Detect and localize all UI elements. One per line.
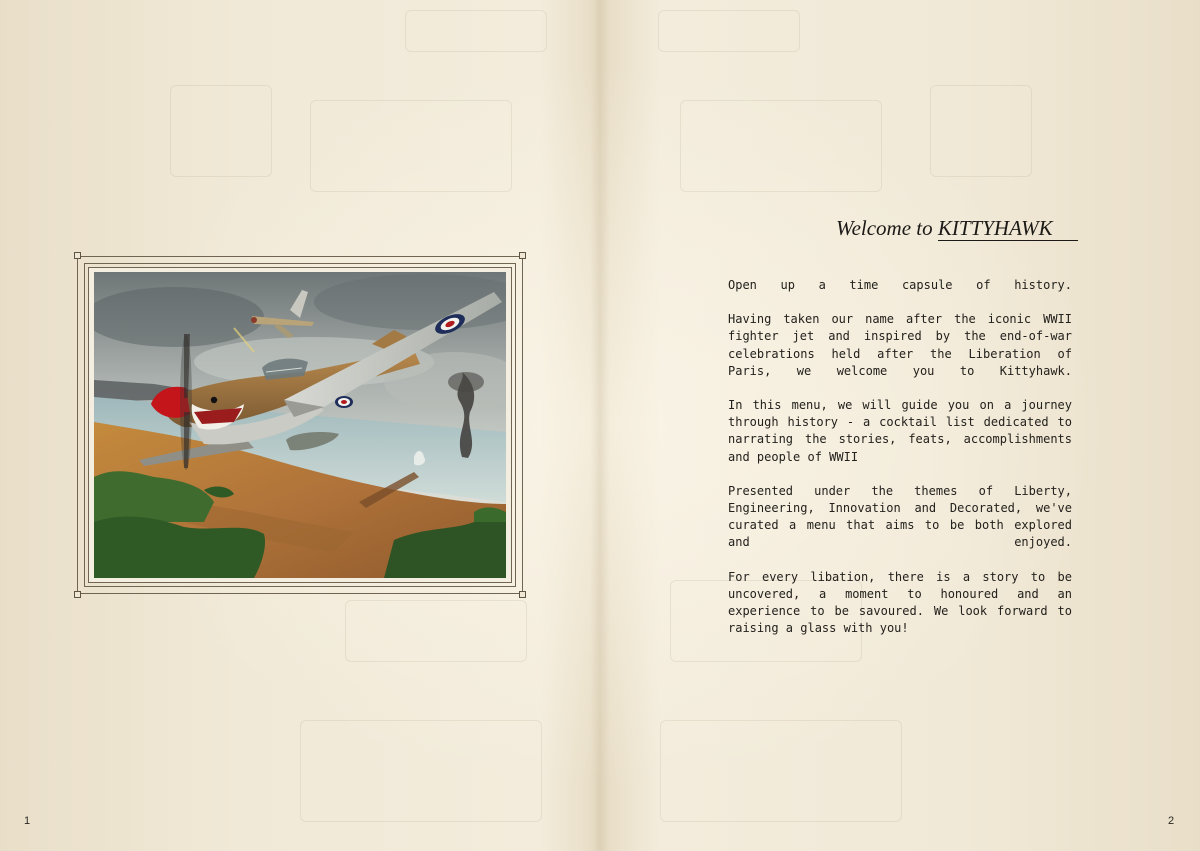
ghost-blueprint-box bbox=[170, 85, 272, 177]
intro-paragraph: For every libation, there is a story to be uncovered, a moment to honoured and an experience to be savoured. We look forward to raising a glass with you! bbox=[728, 569, 1072, 636]
page-number: 1 bbox=[24, 815, 31, 827]
welcome-heading: Welcome to KITTYHAWK bbox=[836, 216, 1053, 240]
ghost-blueprint-box bbox=[310, 100, 512, 192]
ghost-blueprint-box bbox=[300, 720, 542, 822]
intro-paragraph: Open up a time capsule of history. bbox=[728, 278, 1072, 292]
ghost-blueprint-box bbox=[405, 10, 547, 52]
frame-corner bbox=[74, 591, 81, 598]
frame-corner bbox=[74, 252, 81, 259]
page-number: 2 bbox=[1168, 815, 1175, 827]
ghost-blueprint-box bbox=[660, 720, 902, 822]
ghost-blueprint-box bbox=[930, 85, 1032, 177]
intro-paragraph: Presented under the themes of Liberty, Engineering, Innovation and Decorated, we've curated a menu that aims to be both explored and enjoyed. bbox=[728, 483, 1072, 550]
intro-paragraph: Having taken our name after the iconic WWII fighter jet and inspired by the end-of-war celebrations held after the Liberation of Paris, we welcome you to Kittyhawk. bbox=[728, 312, 1072, 378]
warplane-painting bbox=[94, 272, 506, 578]
ghost-blueprint-box bbox=[680, 100, 882, 192]
heading-flourish bbox=[938, 240, 1078, 241]
intro-paragraph: In this menu, we will guide you on a journey through history - a cocktail list dedicated to narrating the stories, feats, accomplishments and people of WWII bbox=[728, 398, 1072, 464]
intro-text bbox=[728, 277, 1072, 654]
ghost-blueprint-box bbox=[345, 600, 527, 662]
frame-corner bbox=[519, 252, 526, 259]
frame-corner bbox=[519, 591, 526, 598]
ghost-blueprint-box bbox=[658, 10, 800, 52]
